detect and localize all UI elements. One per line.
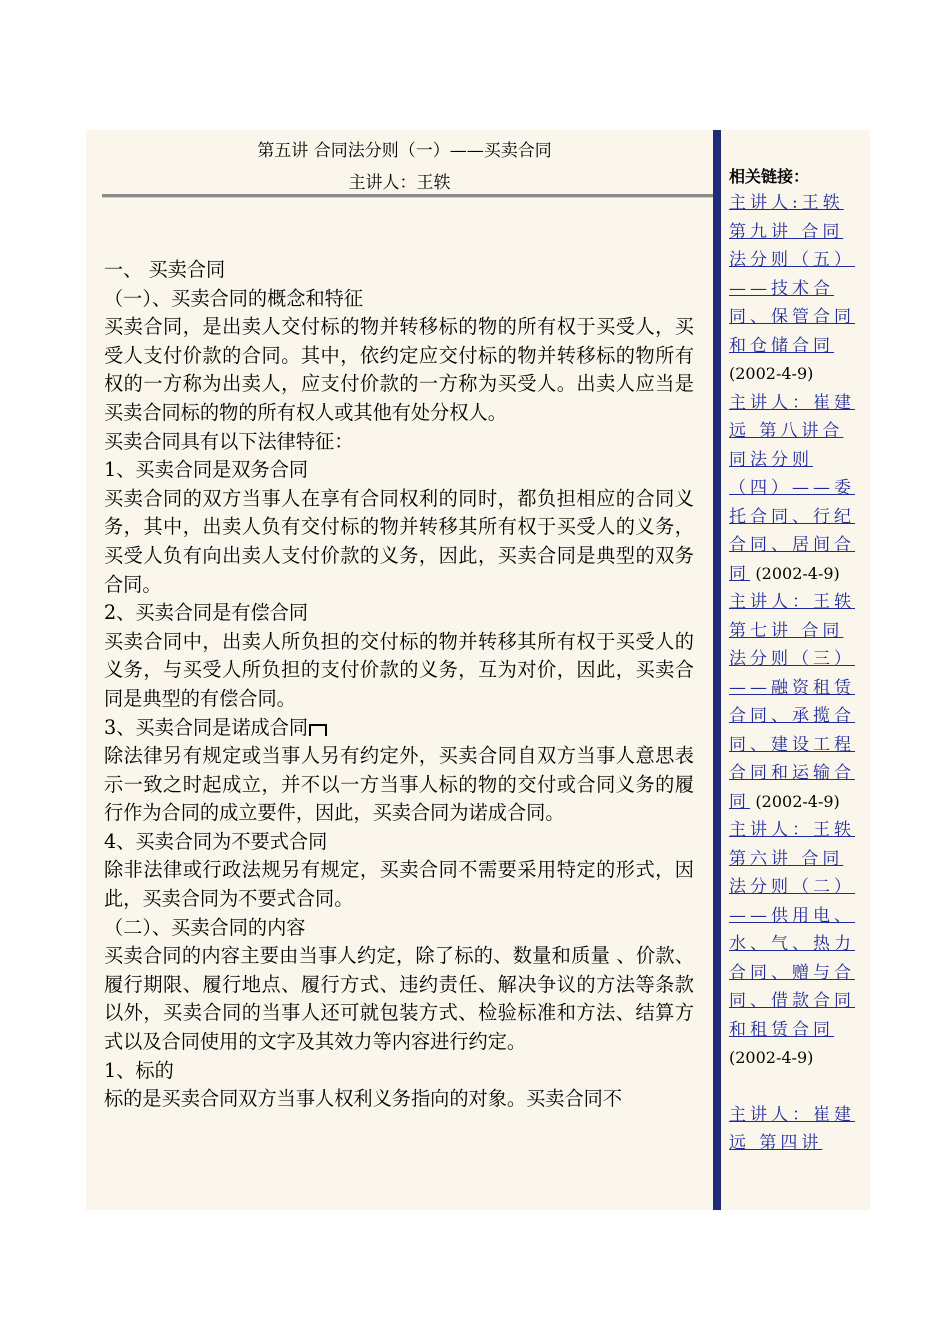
related-link[interactable]: 主讲人：崔建远 第八讲合同法分则（四）——委托合同、行纪合同、居间合同 <box>729 392 855 584</box>
section-heading: 一、 买卖合同 <box>104 258 226 281</box>
cursor-mark-icon <box>309 724 327 736</box>
speaker-line: 主讲人：王轶 <box>348 173 451 193</box>
subsection-heading: （二）、买卖合同的内容 <box>104 915 306 939</box>
horizontal-rule <box>102 194 713 198</box>
content-panel <box>86 130 870 1210</box>
link-date: (2002-4-9) <box>755 563 840 583</box>
related-links-sidebar <box>729 160 864 1158</box>
item-heading: 1、标的 <box>104 1058 174 1082</box>
item-heading: 4、买卖合同为不要式合同 <box>104 829 328 853</box>
related-links-heading: 相关链接： <box>729 167 810 186</box>
paragraph: 买卖合同中，出卖人所负担的交付标的物并转移其所有权于买受人的义务，与买受人所负担的支付价款的义务，互为对价，因此，买卖合同是典型的有偿合同。 <box>104 629 694 710</box>
link-date: (2002-4-9) <box>729 364 814 383</box>
main-column <box>86 130 713 1210</box>
related-link-item <box>729 389 864 589</box>
link-date: (2002-4-9) <box>755 791 840 811</box>
subsection-heading: （一）、买卖合同的概念和特征 <box>104 286 364 310</box>
related-link[interactable]: 主讲人：王轶 第七讲 合同法分则（三）——融资租赁合同、承揽合同、建设工程合同和运输合同 <box>729 592 855 812</box>
paragraph: 除非法律或行政法规另有规定，买卖合同不需要采用特定的形式，因此，买卖合同为不要式合同。 <box>104 858 694 911</box>
related-link[interactable]: 主讲人：崔建远 第四讲 <box>729 1104 855 1153</box>
link-date: (2002-4-9) <box>729 1048 814 1067</box>
related-link-item <box>729 189 864 389</box>
page-title: 第五讲 合同法分则（一）——买卖合同 <box>257 141 552 161</box>
related-link-item <box>729 1101 864 1158</box>
related-links-list <box>729 189 864 1158</box>
related-link[interactable]: 主讲人:王轶 第九讲 合同法分则（五）——技术合同、保管合同和仓储合同 <box>729 193 855 356</box>
article-body <box>104 256 694 1114</box>
paragraph: 买卖合同具有以下法律特征： <box>104 429 354 453</box>
paragraph: 买卖合同的内容主要由当事人约定，除了标的、数量和质量 、价款、履行期限、履行地点、履行方式、违约责任、解决争议的方法等条款以外，买卖合同的当事人还可就包装方式、检验标准和方法、结算方式以及合同使用的文字及其效力等内容进行约定。 <box>104 944 694 1054</box>
item-heading-text: 3、买卖合同是诺成合同 <box>104 715 309 739</box>
paragraph: 买卖合同，是出卖人交付标的物并转移标的物的所有权于买受人，买受人支付价款的合同。其中，依约定应交付标的物并转移标的物所有权的一方称为出卖人，应支付价款的一方称为买受人。出卖人应当是买卖合同标的物的所有权人或其他有处分权人。 <box>104 315 694 424</box>
item-heading <box>104 714 694 743</box>
related-link-item <box>729 588 864 816</box>
related-link-item <box>729 816 864 1073</box>
paragraph: 标的是买卖合同双方当事人权利义务指向的对象。买卖合同不 <box>104 1087 623 1111</box>
column-divider <box>713 130 721 1210</box>
paragraph: 除法律另有规定或当事人另有约定外，买卖合同自双方当事人意思表示一致之时起成立，并不以一方当事人标的物的交付或合同义务的履行作为合同的成立要件，因此，买卖合同为诺成合同。 <box>104 744 694 825</box>
item-heading: 2、买卖合同是有偿合同 <box>104 601 309 625</box>
paragraph: 买卖合同的双方当事人在享有合同权利的同时，都负担相应的合同义务，其中，出卖人负有交付标的物并转移其所有权于买受人的义务，买受人负有向出卖人支付价款的义务，因此，买卖合同是典型的双务合同。 <box>104 486 694 596</box>
related-link[interactable]: 主讲人：王轶 第六讲 合同法分则（二）——供用电、水、气、热力合同、赠与合同、借款合同和租赁合同 <box>729 820 855 1040</box>
item-heading: 1、买卖合同是双务合同 <box>104 458 309 482</box>
